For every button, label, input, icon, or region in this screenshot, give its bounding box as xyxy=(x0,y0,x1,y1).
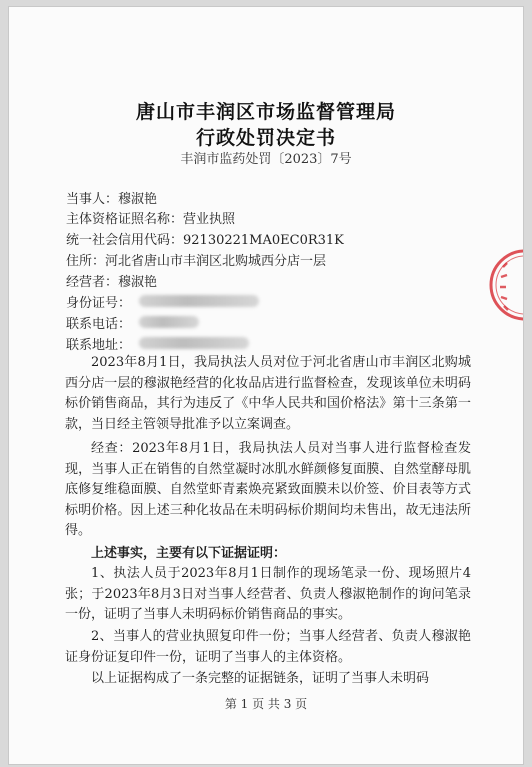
id-number-label: 身份证号： xyxy=(66,296,132,311)
evidence-summary: 以上证据构成了一条完整的证据链条，证明了当事人未明码 xyxy=(91,671,430,686)
paragraph-findings: 经查：2023年8月1日，我局执法人员对当事人进行监督检查发现，当事人正在销售的自然堂凝时冰肌水鲜颜修复面膜、自然堂酵母肌底修复维稳面膜、自然堂虾青素焕亮紧致面膜未以价签、价目表等方式标明价格。因上述三种化妆品在未明码标价期间均未售出，故无违法所得。 xyxy=(65,441,471,538)
evidence-heading: 上述事实，主要有以下证据证明： xyxy=(91,546,287,561)
evidence-item-1: 1、执法人员于2023年8月1日制作的现场笔录一份、现场照片4张；于2023年8月3日对当事人经营者、负责人穆淑艳制作的询问笔录一份，证明了当事人未明码标价销售商品的事实。 xyxy=(65,566,471,622)
redacted-address xyxy=(139,337,249,349)
party-name: 当事人：穆淑艳 xyxy=(66,192,158,207)
paragraph-filing: 2023年8月1日，我局执法人员对位于河北省唐山市丰润区北购城西分店一层的穆淑艳经营的化妆品店进行监督检查，发现该单位未明码标价销售商品，其行为违反了《中华人民共和国价格法》第十三条第一款，当日经主管领导批准予以立案调查。 xyxy=(65,355,471,432)
issuing-authority: 唐山市丰润区市场监督管理局 xyxy=(135,101,396,123)
credit-code: 统一社会信用代码：92130221MA0EC0R31K xyxy=(66,233,344,248)
document-page xyxy=(8,6,524,765)
redacted-phone xyxy=(139,316,199,328)
official-seal-icon xyxy=(467,245,523,325)
phone-label: 联系电话： xyxy=(66,317,132,332)
certificate-name: 主体资格证照名称：营业执照 xyxy=(66,212,236,227)
redacted-id-number xyxy=(139,295,259,307)
evidence-item-2: 2、当事人的营业执照复印件一份；当事人经营者、负责人穆淑艳证身份证复印件一份，证明了当事人的主体资格。 xyxy=(65,629,471,665)
registered-address: 住所：河北省唐山市丰润区北购城西分店一层 xyxy=(66,254,327,269)
document-number: 丰润市监药处罚〔2023〕7号 xyxy=(180,152,352,167)
page-number: 第 1 页 共 3 页 xyxy=(224,697,308,711)
contact-address-label: 联系地址： xyxy=(66,338,132,353)
document-type: 行政处罚决定书 xyxy=(195,127,336,149)
operator-name: 经营者：穆淑艳 xyxy=(66,275,158,290)
